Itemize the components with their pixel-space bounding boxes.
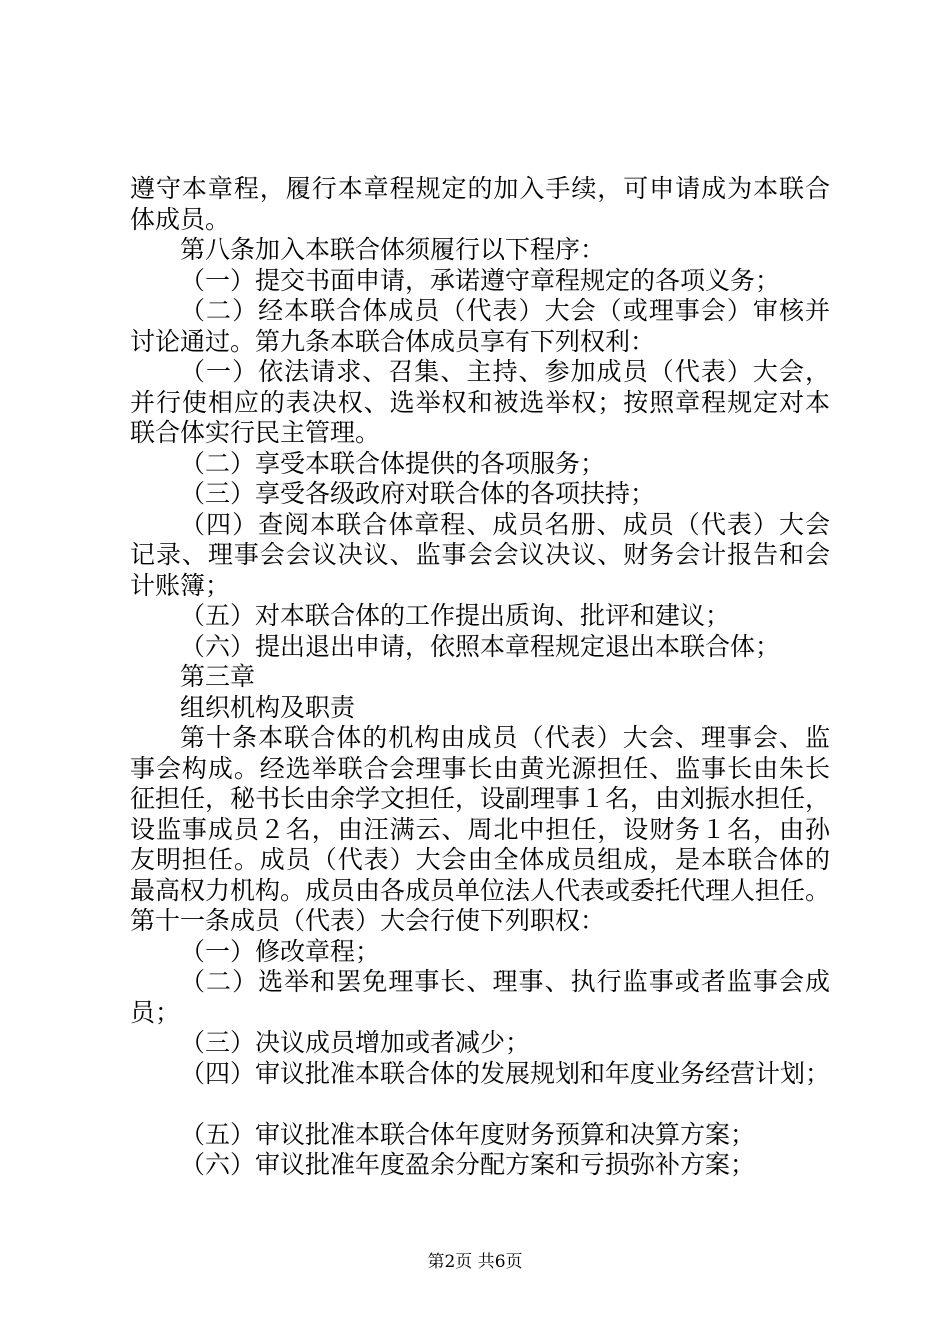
text-line: 设监事成员２名，由汪满云、周北中担任，设财务１名，由孙 bbox=[130, 814, 830, 844]
text-line: （五）审议批准本联合体年度财务预算和决算方案； bbox=[180, 1119, 756, 1149]
page-footer: 第2页 共6页 bbox=[427, 1252, 523, 1272]
text-line: （二）享受本联合体提供的各项服务； bbox=[180, 448, 606, 478]
text-line: 联合体实行民主管理。 bbox=[130, 418, 381, 447]
text-line: （一）修改章程； bbox=[180, 936, 381, 966]
text-line: （四）查阅本联合体章程、成员名册、成员（代表）大会 bbox=[180, 509, 830, 539]
text-line: 友明担任。成员（代表）大会由全体成员组成，是本联合体的 bbox=[130, 845, 830, 874]
text-line: （二）经本联合体成员（代表）大会（或理事会）审核并 bbox=[180, 296, 830, 325]
text-line: 第十一条成员（代表）大会行使下列职权： bbox=[130, 906, 606, 935]
text-line: 遵守本章程，履行本章程规定的加入手续，可申请成为本联合 bbox=[130, 174, 830, 203]
chapter-heading: 第三章 bbox=[180, 662, 256, 691]
text-line: （三）享受各级政府对联合体的各项扶持； bbox=[180, 479, 656, 508]
text-line: （一）提交书面申请，承诺遵守章程规定的各项义务； bbox=[180, 265, 781, 295]
blank-line bbox=[130, 1089, 830, 1120]
text-line: （四）审议批准本联合体的发展规划和年度业务经营计划； bbox=[180, 1058, 830, 1088]
text-line: （二）选举和罢免理事长、理事、执行监事或者监事会成 bbox=[180, 967, 830, 996]
text-line: （五）对本联合体的工作提出质询、批评和建议； bbox=[180, 601, 731, 630]
text-line: 征担任，秘书长由余学文担任，设副理事１名，由刘振水担任， bbox=[130, 784, 830, 813]
document-body bbox=[130, 174, 830, 1181]
text-line: 最高权力机构。成员由各成员单位法人代表或委托代理人担任。 bbox=[130, 875, 830, 905]
text-line: 计账簿； bbox=[130, 570, 231, 600]
text-line: 第十条本联合体的机构由成员（代表）大会、理事会、监 bbox=[180, 723, 830, 752]
text-line: 记录、理事会会议决议、监事会会议决议、财务会计报告和会 bbox=[130, 540, 830, 569]
section-heading: 组织机构及职责 bbox=[180, 692, 356, 722]
text-line: （一）依法请求、召集、主持、参加成员（代表）大会， bbox=[180, 357, 830, 386]
text-line: 讨论通过。第九条本联合体成员享有下列权利： bbox=[130, 326, 656, 356]
text-line: 并行使相应的表决权、选举权和被选举权；按照章程规定对本 bbox=[130, 387, 830, 417]
text-line: （六）审议批准年度盈余分配方案和亏损弥补方案； bbox=[180, 1150, 756, 1179]
text-line: 事会构成。经选举联合会理事长由黄光源担任、监事长由朱长 bbox=[130, 753, 830, 783]
text-line: （六）提出退出申请，依照本章程规定退出本联合体； bbox=[180, 631, 781, 661]
text-line: 第八条加入本联合体须履行以下程序： bbox=[180, 235, 606, 264]
text-line: 员； bbox=[130, 997, 181, 1027]
text-line: （三）决议成员增加或者减少； bbox=[180, 1028, 531, 1057]
text-line: 体成员。 bbox=[130, 204, 231, 234]
